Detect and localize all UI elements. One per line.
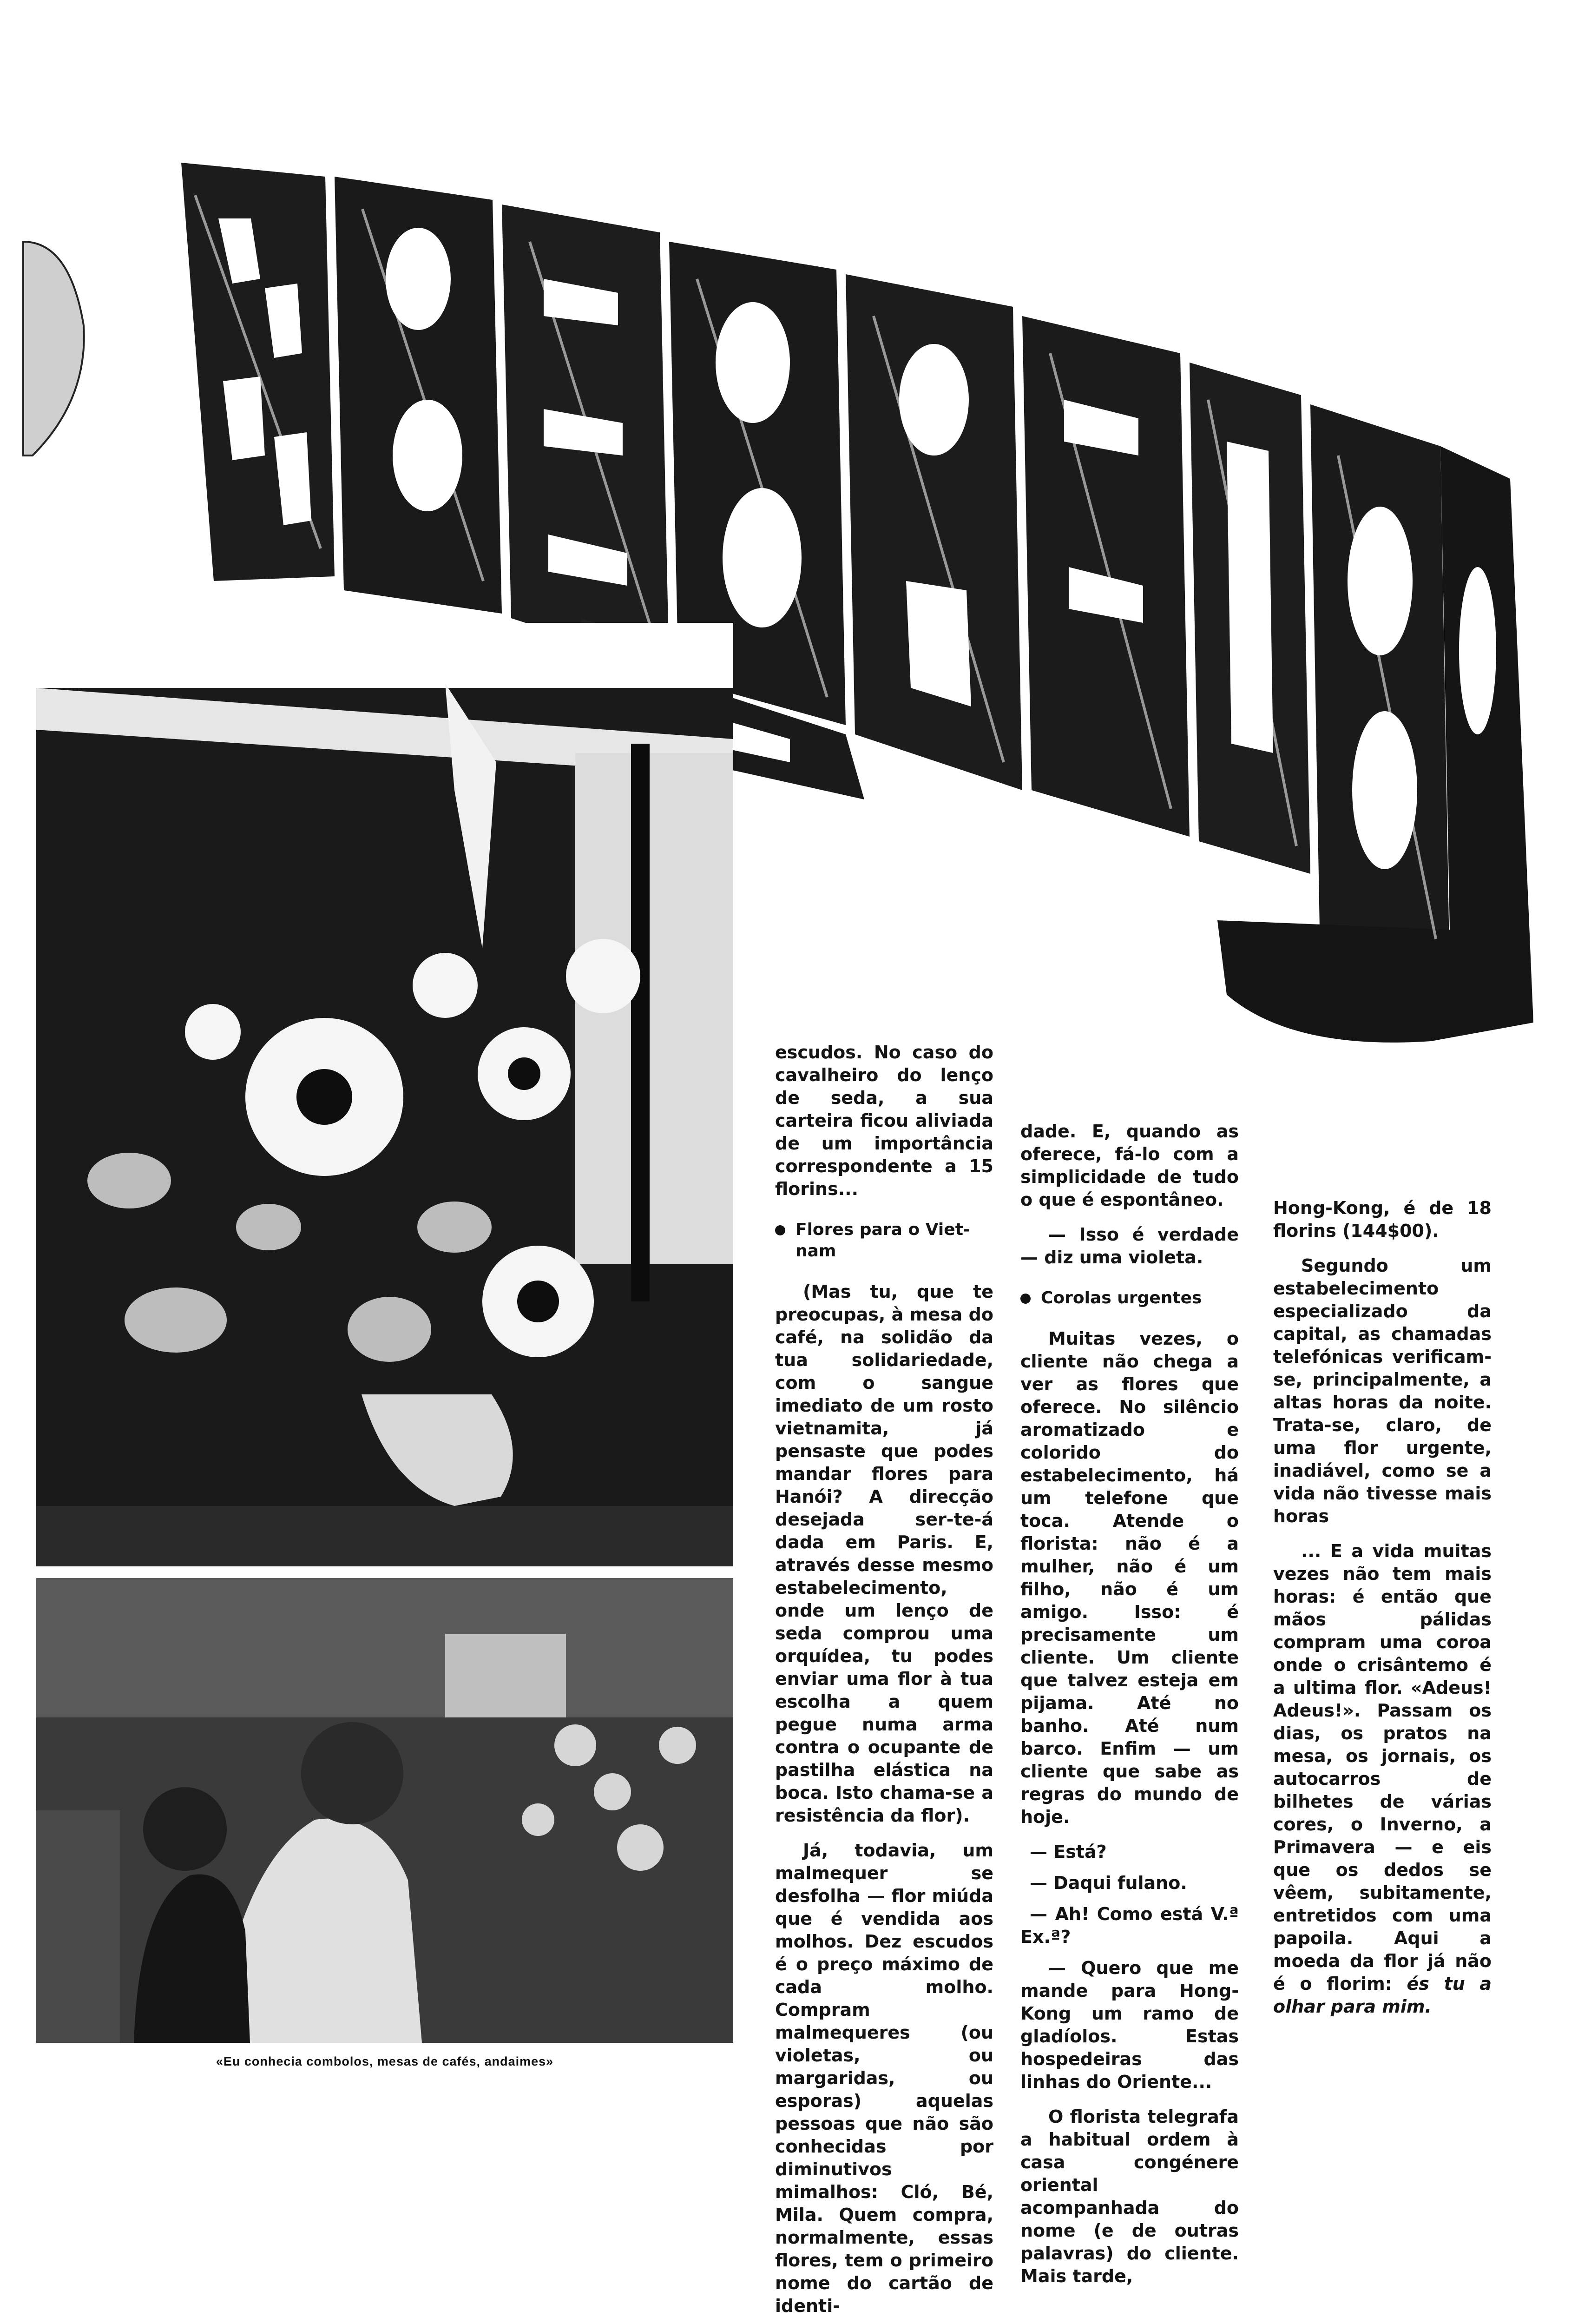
flower-arrangement-photo xyxy=(36,623,733,1566)
paragraph: dade. E, quando as oferece, fá-lo com a simplicidade de tudo o que é espontâneo. xyxy=(1020,1121,1239,1210)
paragraph: Segundo um estabelecimento especializado da capital, as chamadas telefónicas verificam-se, principalmente, a altas horas da noite. Trata-se, claro, de uma flor urgente, inadiável, como se a vida não tivesse mais horas xyxy=(1273,1255,1492,1526)
article-column-3 xyxy=(1273,1197,1492,2030)
article-column-1 xyxy=(775,1041,993,2324)
florist-shop-photo xyxy=(36,1578,733,2043)
paragraph: Hong-Kong, é de 18 florins (144$00). xyxy=(1273,1198,1492,1241)
bullet-icon xyxy=(775,1225,785,1235)
paragraph: (Mas tu, que te preocupas, à mesa do café, na solidão da tua solidariedade, com o sangue imediato de um rosto vietnamita, já pensaste que podes mandar flores para Hanói? A direcção desejada ser-te-á dada em Paris. E, através desse mesmo estabelecimento, onde um lenço de seda comprou uma orquídea, tu podes enviar uma flor à tua escolha a quem pegue numa arma contra o ocupante de pastilha elástica na boca. Isto chama-se a resistência da flor). xyxy=(775,1281,993,1826)
bullet-icon xyxy=(1020,1294,1031,1304)
dialogue-line: — Quero que me mande para Hong-Kong um ramo de gladíolos. Estas hospedeiras das linhas do Oriente... xyxy=(1020,1958,1239,2092)
photo-caption: «Eu conhecia combolos, mesas de cafés, andaimes» xyxy=(216,2054,554,2068)
article-column-2 xyxy=(1020,1120,1239,2300)
paragraph: O florista telegrafa a habitual ordem à casa congénere oriental acompanhada do nome (e de outras palavras) do cliente. Mais tarde, xyxy=(1020,2106,1239,2286)
dialogue-line: — Ah! Como está V.ª Ex.ª? xyxy=(1020,1904,1239,1947)
paragraph: Já, todavia, um malmequer se desfolha — flor miúda que é vendida aos molhos. Dez escudos é o preço máximo de cada molho. Compram malmequeres (ou violetas, ou margaridas, ou esporas) aquelas pessoas que não são conhecidas por diminutivos mimalhos: Cló, Bé, Mila. Quem compra, normalmente, essas flores, tem o primeiro nome do cartão de identi- xyxy=(775,1840,993,2316)
paragraph: ... E a vida muitas vezes não tem mais horas: é então que mãos pálidas compram uma coroa onde o crisântemo é a ultima flor. «Adeus! Adeus!». Passam os dias, os pratos na mesa, os jornais, os autocarros de bilhetes de várias cores, o Inverno, a Primavera — e eis que os dedos se vêem, subitamente, entretidos com uma papoila. Aqui a moeda da flor já não é o florim: és tu a olhar para mim. xyxy=(1273,1541,1492,2017)
paragraph: escudos. No caso do cavalheiro do lenço de seda, a sua carteira ficou aliviada de um importância correspondente a 15 florins... xyxy=(775,1042,993,1199)
dialogue-line: — Está? xyxy=(1030,1842,1107,1862)
paragraph: — Isso é verdade — diz uma violeta. xyxy=(1020,1224,1239,1268)
dialogue-line: — Daqui fulano. xyxy=(1030,1873,1187,1893)
subheading-flores: Flores para o Viet- nam xyxy=(775,1219,993,1262)
paragraph: Muitas vezes, o cliente não chega a ver as flores que oferece. No silêncio aromatizado e colorido do estabelecimento, há um telefone que toca. Atende o florista: não é a mulher, não é um filho, não é um amigo. Isso: é precisamente um cliente. Um cliente que talvez esteja em pijama. Até no banho. Até num barco. Enfim — um cliente que sabe as regras do mundo de hoje. xyxy=(1020,1328,1239,1827)
closing-italic: és tu a olhar para mim. xyxy=(1273,1974,1492,2017)
subheading-corolas: Corolas urgentes xyxy=(1020,1287,1239,1309)
